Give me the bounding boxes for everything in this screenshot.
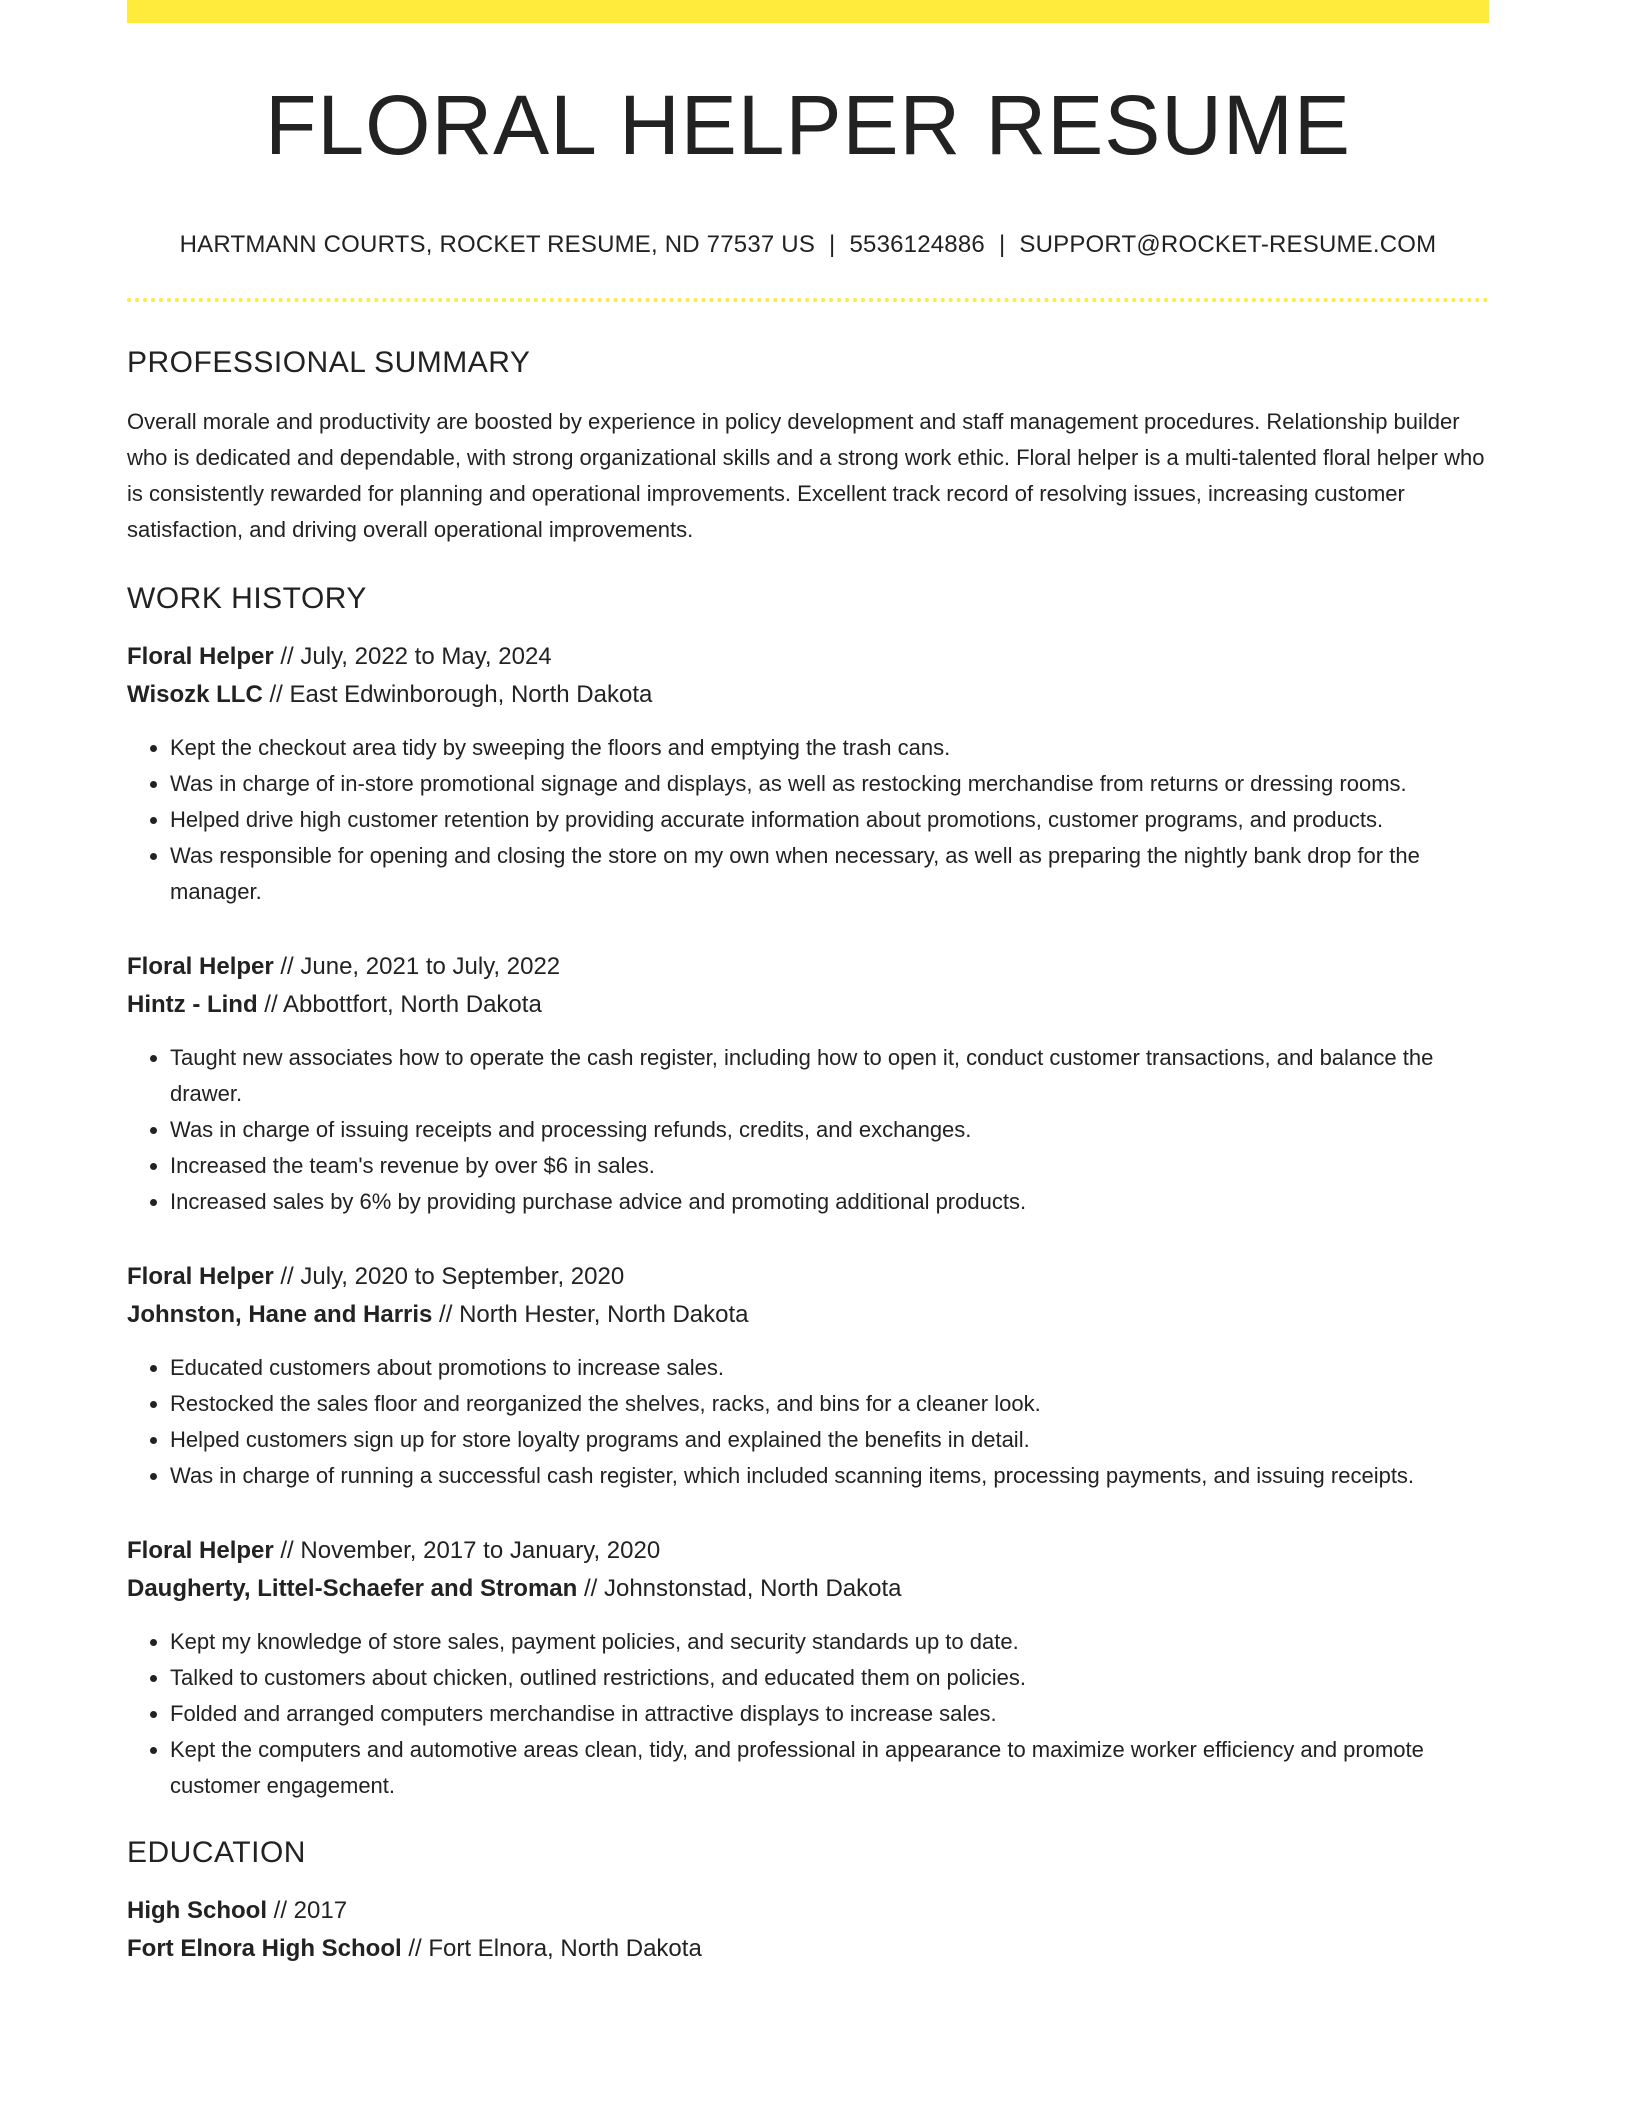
contact-address: HARTMANN COURTS, ROCKET RESUME, ND 77537 US [179,231,816,258]
job-role-line [127,1258,1489,1296]
job-bullet: • Was in charge of in-store promotional signage and displays, as well as restocking merchandise from returns or dressing rooms. [170,766,1489,802]
section-title-education: EDUCATION [127,1835,306,1869]
job-entry [127,948,1489,1220]
contact-separator: | [998,231,1006,258]
job-role: Floral Helper [127,1536,274,1564]
job-bullet: • Kept my knowledge of store sales, payment policies, and security standards up to date. [170,1624,1489,1660]
job-bullet: • Kept the computers and automotive areas clean, tidy, and professional in appearance to maximize worker efficiency and promote customer engagement. [170,1732,1489,1804]
accent-bar [127,0,1489,23]
contact-separator: | [829,231,836,258]
job-entry [127,1258,1489,1494]
job-company: Hintz - Lind [127,990,258,1018]
resume-title: FLORAL HELPER RESUME [265,78,1351,172]
job-company: Daugherty, Littel-Schaefer and Stroman [127,1574,578,1602]
contact-email: SUPPORT@ROCKET-RESUME.COM [1019,231,1437,258]
job-bullet: • Increased sales by 6% by providing purchase advice and promoting additional products. [170,1184,1489,1220]
job-company: Johnston, Hane and Harris [127,1300,433,1328]
job-location: // East Edwinborough, North Dakota [262,680,653,708]
job-bullet: • Was in charge of issuing receipts and processing refunds, credits, and exchanges. [170,1112,1489,1148]
job-company-line [127,1570,1489,1608]
job-bullet: • Was responsible for opening and closing the store on my own when necessary, as well as preparing the nightly bank drop for the manager. [170,838,1489,910]
job-dates: // June, 2021 to July, 2022 [273,952,561,980]
job-bullet: • Restocked the sales floor and reorganized the shelves, racks, and bins for a cleaner look. [170,1386,1489,1422]
job-bullet: • Kept the checkout area tidy by sweeping the floors and emptying the trash cans. [170,730,1489,766]
education-school-line [127,1930,1489,1968]
job-entry [127,638,1489,910]
job-company-line [127,676,1489,714]
summary-text: Overall morale and productivity are boosted by experience in policy development and staff management procedures. Relationship builder who is dedicated and dependable, with strong organizational skills and a strong work ethic. Floral helper is a multi-talented floral helper who is consistently rewarded for planning and operational improvements. Excellent track record of resolving issues, increasing customer satisfaction, and driving overall operational improvements. [127,408,1485,542]
job-role: Floral Helper [127,952,274,980]
job-bullet: • Taught new associates how to operate the cash register, including how to open it, conduct customer transactions, and balance the drawer. [170,1040,1489,1112]
job-role-line [127,638,1489,676]
job-role-line [127,1532,1489,1570]
job-bullets [127,1350,1489,1494]
education-school: Fort Elnora High School [127,1934,402,1962]
job-dates: // July, 2020 to September, 2020 [273,1262,625,1290]
job-bullet: • Increased the team's revenue by over $6 in sales. [170,1148,1489,1184]
job-bullets [127,730,1489,910]
job-location: // North Hester, North Dakota [432,1300,749,1328]
job-bullet: • Talked to customers about chicken, outlined restrictions, and educated them on policies. [170,1660,1489,1696]
section-title-work-history: WORK HISTORY [127,581,367,615]
job-company-line [127,986,1489,1024]
resume-page [127,0,1489,1968]
job-dates: // July, 2022 to May, 2024 [273,642,552,670]
divider [127,298,1489,302]
education-entry [127,1892,1489,1968]
job-bullet: • Helped drive high customer retention by providing accurate information about promotions, customer programs, and products. [170,802,1489,838]
job-company: Wisozk LLC [127,680,263,708]
contact-line [127,231,1489,260]
job-role: Floral Helper [127,642,274,670]
job-bullet: • Folded and arranged computers merchandise in attractive displays to increase sales. [170,1696,1489,1732]
job-bullet: • Helped customers sign up for store loyalty programs and explained the benefits in detail. [170,1422,1489,1458]
job-company-line [127,1296,1489,1334]
job-bullets [127,1040,1489,1220]
job-bullet: • Was in charge of running a successful cash register, which included scanning items, processing payments, and issuing receipts. [170,1458,1489,1494]
job-bullets [127,1624,1489,1804]
education-degree-line [127,1892,1489,1930]
section-title-summary: PROFESSIONAL SUMMARY [127,345,531,379]
job-dates: // November, 2017 to January, 2020 [273,1536,661,1564]
job-location: // Abbottfort, North Dakota [257,990,542,1018]
education-degree: High School [127,1896,267,1924]
contact-phone: 5536124886 [849,231,985,258]
job-location: // Johnstonstad, North Dakota [577,1574,902,1602]
education-year: // 2017 [267,1896,348,1924]
education-location: // Fort Elnora, North Dakota [401,1934,702,1962]
job-role-line [127,948,1489,986]
job-entry [127,1532,1489,1804]
job-bullet: • Educated customers about promotions to increase sales. [170,1350,1489,1386]
job-role: Floral Helper [127,1262,274,1290]
